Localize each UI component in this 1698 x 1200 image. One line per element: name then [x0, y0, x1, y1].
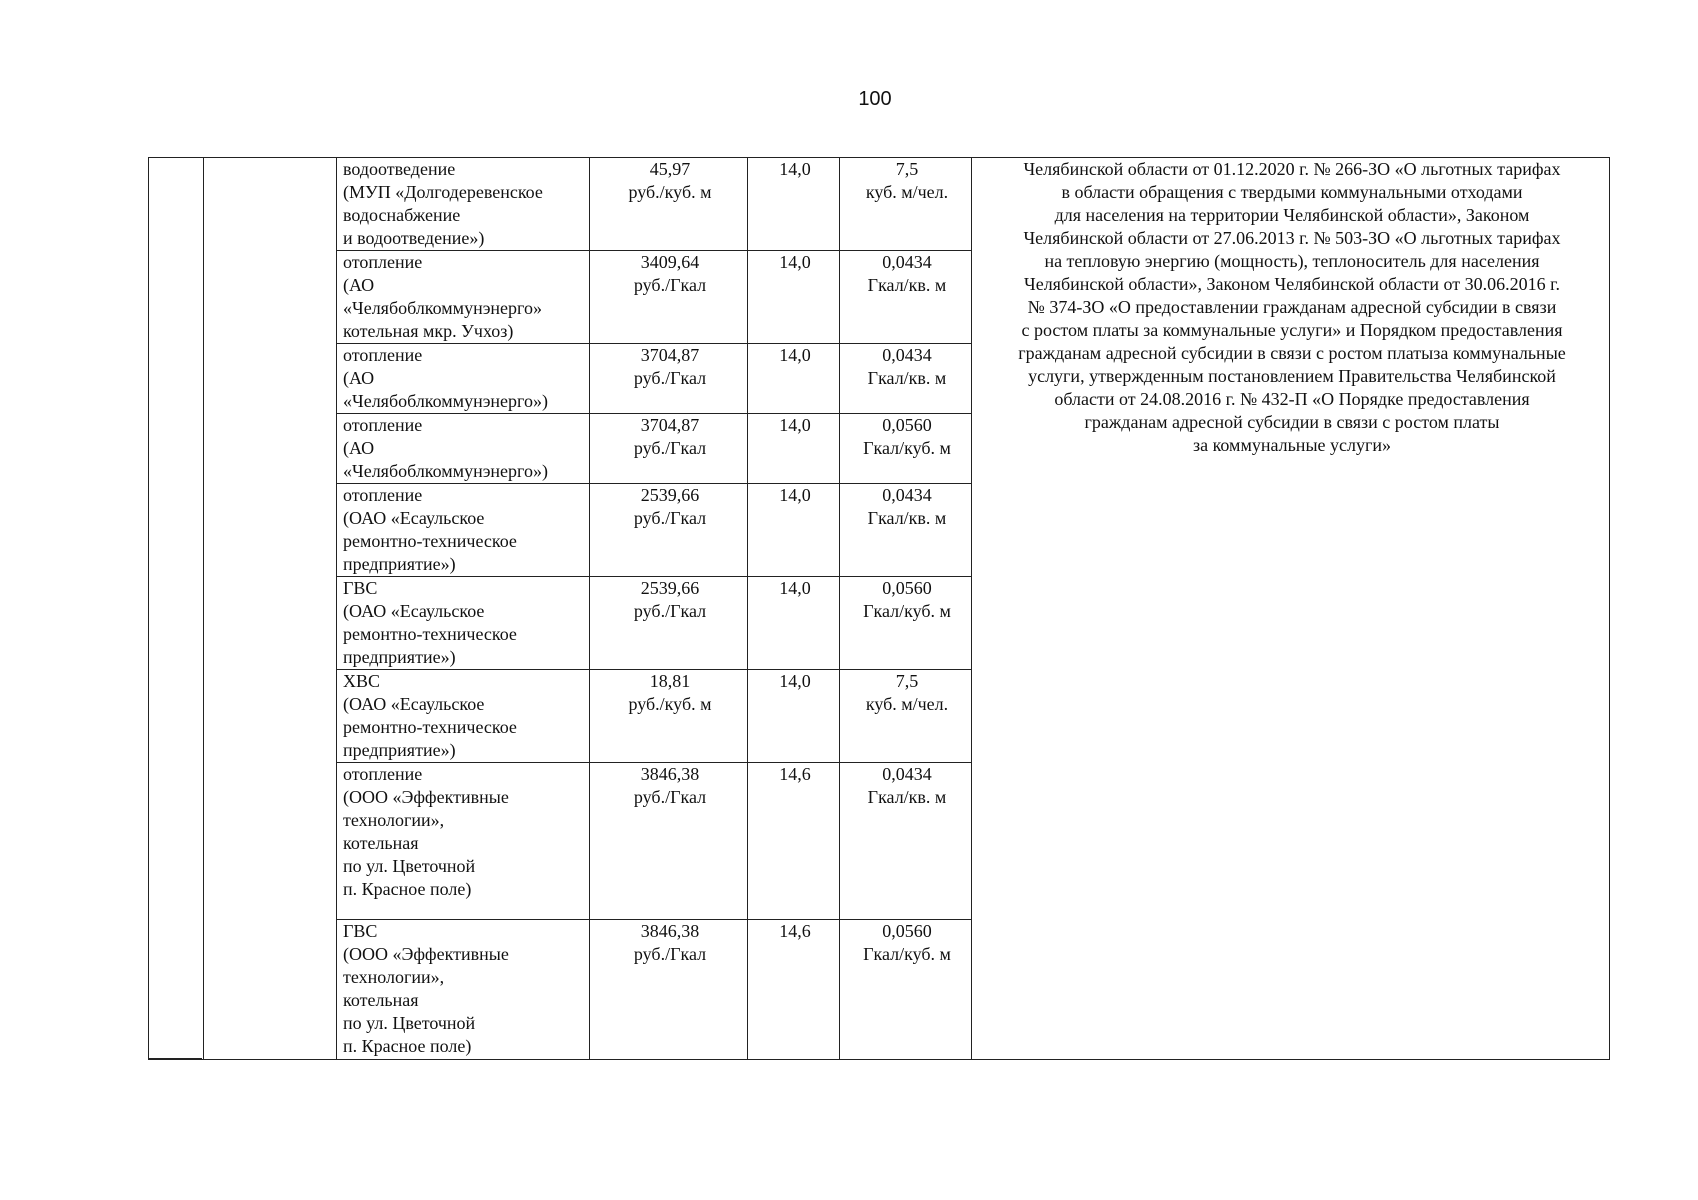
tariff-cell: 3704,87 руб./Гкал — [590, 344, 748, 414]
service-cell: отопление (АО «Челябоблкоммунэнерго» котельная мкр. Учхоз) — [337, 251, 590, 344]
tariff-cell: 3409,64 руб./Гкал — [590, 251, 748, 344]
tariff-cell: 3846,38 руб./Гкал — [590, 920, 748, 1060]
norm-cell: 0,0434 Гкал/кв. м — [840, 763, 972, 920]
service-cell: отопление (АО «Челябоблкоммунэнерго») — [337, 414, 590, 484]
tariff-cell: 3704,87 руб./Гкал — [590, 414, 748, 484]
page-number: 100 — [858, 88, 892, 110]
service-cell: отопление (АО «Челябоблкоммунэнерго») — [337, 344, 590, 414]
rate-cell: 14,0 — [748, 670, 840, 763]
tariff-cell: 2539,66 руб./Гкал — [590, 484, 748, 577]
service-cell: ГВС (ООО «Эффективные технологии», котельная по ул. Цветочной п. Красное поле) — [337, 920, 590, 1060]
tariff-cell: 45,97 руб./куб. м — [590, 158, 748, 251]
tariff-table-body — [149, 158, 1610, 1060]
rate-cell: 14,0 — [748, 251, 840, 344]
norm-cell: 0,0434 Гкал/кв. м — [840, 484, 972, 577]
tariff-table — [148, 157, 1610, 1060]
service-cell: отопление (ОАО «Есаульское ремонтно-техническое предприятие») — [337, 484, 590, 577]
norm-cell: 0,0560 Гкал/куб. м — [840, 577, 972, 670]
norm-cell: 7,5 куб. м/чел. — [840, 158, 972, 251]
tariff-cell: 18,81 руб./куб. м — [590, 670, 748, 763]
norm-cell: 0,0560 Гкал/куб. м — [840, 920, 972, 1060]
rate-cell: 14,6 — [748, 920, 840, 1060]
rate-cell: 14,0 — [748, 414, 840, 484]
norm-cell: 0,0434 Гкал/кв. м — [840, 344, 972, 414]
tariff-cell: 3846,38 руб./Гкал — [590, 763, 748, 920]
service-cell: ГВС (ОАО «Есаульское ремонтно-техническое предприятие») — [337, 577, 590, 670]
service-cell: ХВС (ОАО «Есаульское ремонтно-техническое предприятие») — [337, 670, 590, 763]
rate-cell: 14,6 — [748, 763, 840, 920]
tariff-cell: 2539,66 руб./Гкал — [590, 577, 748, 670]
legal-basis-cell: Челябинской области от 01.12.2020 г. № 266-ЗО «О льготных тарифах в области обращения с твердыми коммунальными отходами для населения на территории Челябинской области», Законом Челябинской области от 27.06.2013 г. № 503-ЗО «О льготных тарифах на тепловую энергию (мощность), теплоноситель для населения Челябинской области», Законом Челябинской области от 30.06.2016 г. № 374-ЗО «О предоставлении гражданам адресной субсидии в связи с ростом платы за коммунальные услуги» и Порядком предоставления гражданам адресной субсидии в связи с ростом платыза коммунальные услуги, утвержденным постановлением Правительства Челябинской области от 24.08.2016 г. № 432-П «О Порядке предоставления гражданам адресной субсидии в связи с ростом платы за коммунальные услуги» — [972, 158, 1610, 1060]
service-cell: отопление (ООО «Эффективные технологии», котельная по ул. Цветочной п. Красное поле) — [337, 763, 590, 920]
rate-cell: 14,0 — [748, 577, 840, 670]
territory-cell — [204, 158, 337, 1060]
rate-cell: 14,0 — [748, 344, 840, 414]
rate-cell: 14,0 — [748, 484, 840, 577]
number-cell — [149, 158, 204, 1060]
bottom-rule — [148, 1058, 202, 1059]
norm-cell: 7,5 куб. м/чел. — [840, 670, 972, 763]
service-cell: водоотведение (МУП «Долгодеревенское водоснабжение и водоотведение») — [337, 158, 590, 251]
table-row — [149, 158, 1610, 251]
norm-cell: 0,0560 Гкал/куб. м — [840, 414, 972, 484]
rate-cell: 14,0 — [748, 158, 840, 251]
norm-cell: 0,0434 Гкал/кв. м — [840, 251, 972, 344]
